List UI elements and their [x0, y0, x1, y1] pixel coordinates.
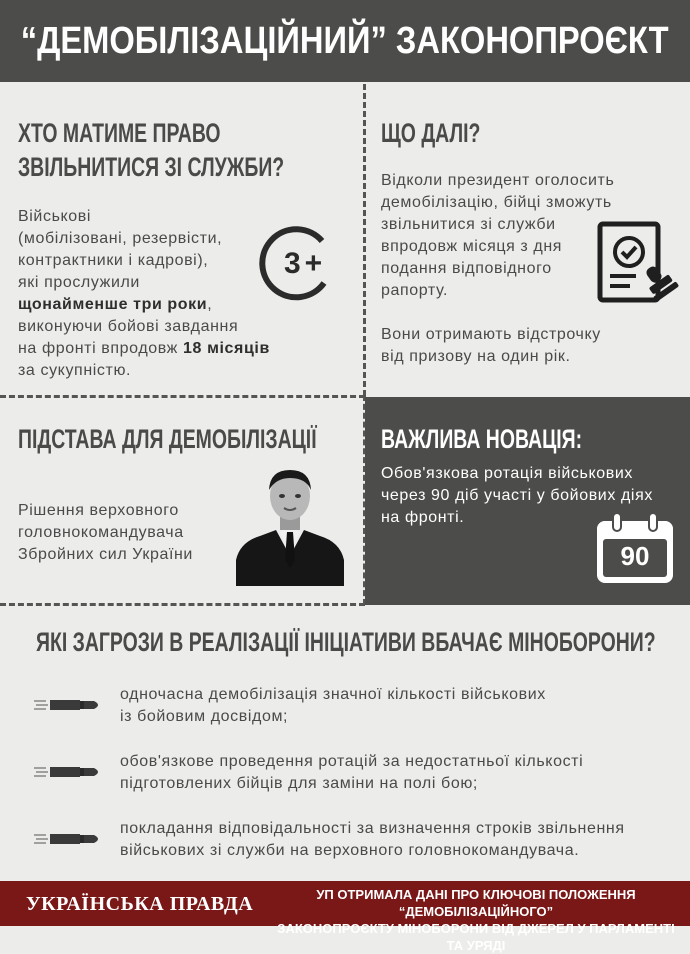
next-para2-line: від призову на один рік. — [381, 348, 571, 365]
who-text-line5 — [18, 294, 212, 316]
calendar-icon — [593, 511, 677, 587]
who-text-bold2: 18 місяців — [183, 340, 270, 357]
innovation-line: на фронті. — [381, 509, 465, 526]
brand-logo: УКРАЇНСЬКА ПРАВДА — [26, 893, 254, 915]
who-text-comma: , — [207, 296, 213, 313]
innovation-line: Обов'язкова ротація військових — [381, 465, 633, 482]
next-para1-line: рапорту. — [381, 282, 449, 299]
next-para1-line: подання відповідного — [381, 260, 552, 277]
who-text-line7-start: на фронті впродовж — [18, 340, 184, 357]
divider-horizontal-lower — [0, 603, 365, 606]
bullet-icon — [34, 765, 104, 784]
calendar-number: 90 — [620, 541, 650, 571]
who-text-line3: контрактники і кадрові), — [18, 252, 209, 269]
source-note-line2: ЗАКОНОПРОЄКТУ МІНОБОРОНИ ВІД ДЖЕРЕЛ У ПАРЛАМЕНТІ ТА УРЯДІ — [277, 921, 675, 953]
source-note — [276, 886, 676, 954]
next-para1-line: Відколи президент оголосить — [381, 172, 615, 189]
innovation-heading: ВАЖЛИВА НОВАЦІЯ: — [381, 424, 583, 454]
threat-line2: військових зі служби на верховного головнокомандувача. — [120, 842, 580, 859]
who-text-line7 — [18, 338, 270, 360]
badge-text: 3+ — [284, 247, 327, 280]
innovation-line: через 90 діб участі у бойових діях — [381, 487, 653, 504]
next-para1-line: демобілізацію, бійці зможуть — [381, 194, 612, 211]
basis-line: Збройних сил України — [18, 546, 193, 563]
who-heading-line1: ХТО МАТИМЕ ПРАВО — [18, 118, 221, 148]
who-text-bold1: щонайменше три роки — [18, 296, 208, 313]
source-note-line1: УП ОТРИМАЛА ДАНІ ПРО КЛЮЧОВІ ПОЛОЖЕННЯ “ДЕМОБІЛІЗАЦІЙНОГО” — [316, 887, 636, 919]
divider-horizontal-mid — [0, 395, 365, 398]
document-stamp-icon — [596, 220, 684, 308]
basis-line: Рішення верховного — [18, 502, 179, 519]
threat-line2: із бойовим досвідом; — [120, 708, 289, 725]
threat-line2: підготовлених бійців для заміни на полі бою; — [120, 775, 478, 792]
threats-heading: ЯКІ ЗАГРОЗИ В РЕАЛІЗАЦІЇ ІНІЦІАТИВИ ВБАЧАЄ МІНОБОРОНИ? — [36, 627, 656, 657]
who-heading-line2: ЗВІЛЬНИТИСЯ ЗІ СЛУЖБИ? — [18, 152, 285, 182]
who-text-line8: за сукупністю. — [18, 362, 132, 379]
who-text-line1: Військові — [18, 208, 92, 225]
basis-line: головнокомандувача — [18, 524, 184, 541]
page-title: “ДЕМОБІЛІЗАЦІЙНИЙ” ЗАКОНОПРОЄКТ — [21, 19, 669, 62]
who-text-line6: виконуючи бойові завдання — [18, 318, 239, 335]
who-text-line4: які прослужили — [18, 274, 140, 291]
bullet-icon — [34, 832, 104, 851]
next-para2-line: Вони отримають відстрочку — [381, 326, 601, 343]
threat-line1: покладання відповідальності за визначення строків звільнення — [120, 820, 625, 837]
bullet-icon — [34, 698, 104, 717]
divider-vertical-top — [363, 84, 366, 396]
section-innovation — [365, 397, 690, 605]
basis-heading: ПІДСТАВА ДЛЯ ДЕМОБІЛІЗАЦІЇ — [18, 424, 317, 454]
three-plus-badge-icon — [258, 225, 346, 305]
threat-line1: одночасна демобілізація значної кількості військових — [120, 686, 546, 703]
page-header — [0, 0, 690, 82]
next-heading: ЩО ДАЛІ? — [381, 118, 481, 148]
portrait-silhouette-icon — [236, 460, 344, 586]
who-text-line2: (мобілізовані, резервісти, — [18, 230, 223, 247]
page-footer — [0, 881, 690, 953]
next-para1-line: впродовж місяця з дня — [381, 238, 563, 255]
threat-line1: обов'язкове проведення ротацій за недостатньої кількості — [120, 753, 584, 770]
next-para1-line: звільнитися зі служби — [381, 216, 556, 233]
